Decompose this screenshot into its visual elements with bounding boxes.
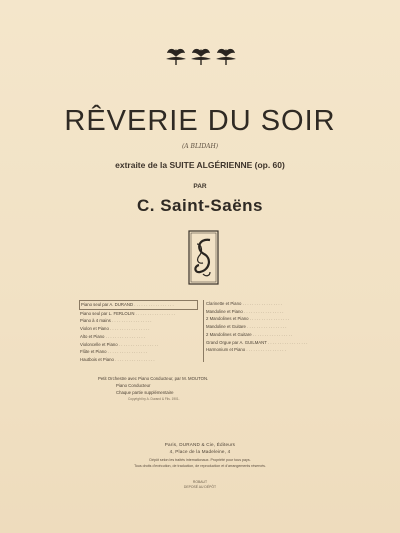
- orchestra-line: Chaque partie supplémentaire: [116, 390, 174, 395]
- printer-mark: [0, 480, 400, 490]
- publisher-name: Paris, DURAND & Cie, Éditeurs: [164, 442, 236, 447]
- instrument-item: 2 Mandolines et Piano . . . . . . . . . . . . . . . . .: [206, 316, 290, 322]
- instrument-item: Violoncelle et Piano . . . . . . . . . . . . . . . . .: [80, 341, 159, 347]
- publisher-block: [0, 441, 400, 455]
- legal-line: Dépôt selon les traités internationaux. Propriété pour tous pays.: [149, 458, 251, 462]
- extract-line: extraite de la SUITE ALGÉRIENNE (op. 60): [115, 160, 285, 170]
- legal-notice: [0, 458, 400, 469]
- instrument-item: Violon et Piano . . . . . . . . . . . . . . . . .: [80, 326, 150, 332]
- orchestra-line: Petit Orchestre avec Piano Conducteur, par M. MOUTON.: [98, 376, 209, 381]
- column-divider: [203, 300, 204, 362]
- lotus-flowers-ornament-icon: [164, 47, 238, 67]
- instrument-item: Mandoline et Guitare . . . . . . . . . . . . . . . . .: [206, 324, 287, 330]
- instrument-item: Piano à 4 mains . . . . . . . . . . . . . . . . .: [80, 318, 152, 324]
- piece-title: RÊVERIE DU SOIR: [64, 105, 336, 137]
- instrument-list-left: [80, 300, 198, 364]
- instrument-item: Flûte et Piano . . . . . . . . . . . . . . . . .: [80, 349, 148, 355]
- dedication: (A BLIDAH): [181, 143, 219, 150]
- composer-name: C. Saint-Saëns: [136, 196, 264, 215]
- instrument-item: Piano seul par A. DURAND . . . . . . . . . . . . . . . . .: [79, 300, 198, 310]
- instrument-item: Clarinette et Piano . . . . . . . . . . . . . . . . .: [206, 301, 282, 306]
- publisher-address: 4, Place de la Madeleine, 4: [169, 449, 231, 454]
- instrument-item: Piano seul par L. FERLOLIN . . . . . . . . . . . . . . . . .: [80, 310, 176, 316]
- instrument-item: Alto et Piano . . . . . . . . . . . . . . . . .: [80, 333, 145, 339]
- copyright-notice: Copyright by A. Durand & Fils. 1901.: [128, 397, 180, 401]
- durand-monogram-icon: [188, 230, 219, 285]
- instrument-item: Grand Orgue par A. GUILMANT . . . . . . . . . . . . . . . . .: [206, 339, 308, 345]
- par-label: PAR: [193, 183, 207, 190]
- instrument-item: 2 Mandolines et Guitare . . . . . . . . . . . . . . . . .: [206, 331, 293, 337]
- legal-line: Tous droits d'exécution, de traduction, de reproduction et d'arrangements réservés.: [134, 463, 266, 468]
- instrument-item: Harmonium et Piano . . . . . . . . . . . . . . . . .: [206, 347, 286, 353]
- orchestra-block: [98, 375, 318, 403]
- instrument-list-right: [206, 300, 324, 354]
- instrument-item: Hautbois et Piano . . . . . . . . . . . . . . . . .: [80, 356, 155, 362]
- printer-line: ROBAUT: [192, 480, 208, 484]
- orchestra-line: Piano Conducteur: [116, 383, 151, 388]
- printer-line: DEPOSÉ AU DÉPÔT: [183, 485, 217, 490]
- instrument-item: Mandoline et Piano . . . . . . . . . . . . . . . . .: [206, 308, 284, 314]
